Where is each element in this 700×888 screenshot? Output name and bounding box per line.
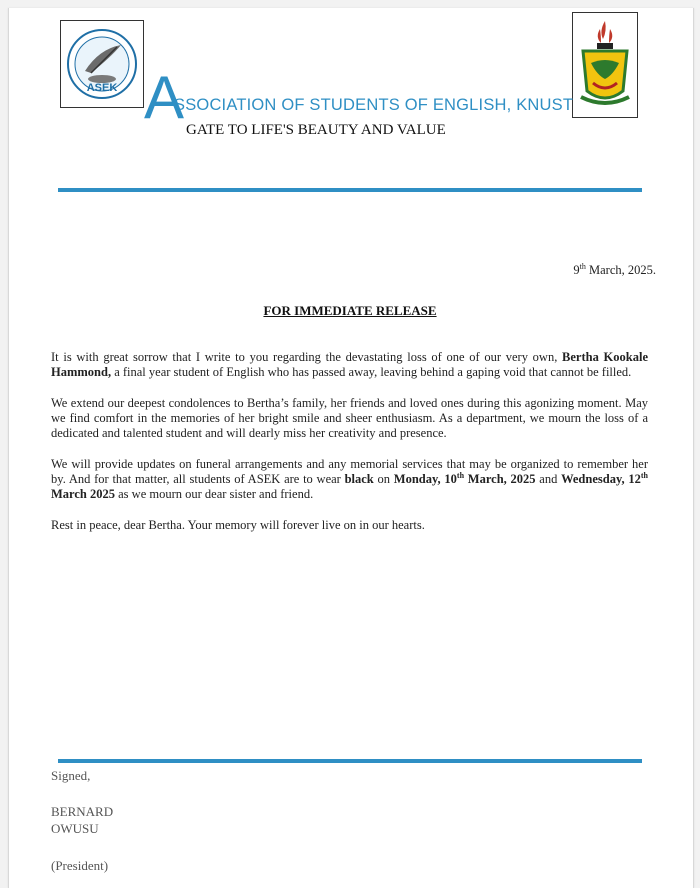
paragraph-3: We will provide updates on funeral arrangements and any memorial services that may be organized to remember her by. And for that matter, all students of ASEK are to wear black on Monday, 10th March, 2025 and Wednesday, 12th March 2025 as we mourn our dear sister and friend. bbox=[51, 457, 649, 501]
signer-first-name: BERNARD bbox=[51, 804, 114, 819]
org-initial: A bbox=[144, 64, 185, 131]
paragraph-1: It is with great sorrow that I write to you regarding the devastating loss of one of our very own, Bertha Kookale Hammond, a final year student of English who has passed away, leaving behind a gaping void that cannot be filled. bbox=[51, 350, 648, 379]
footer-divider bbox=[58, 759, 642, 763]
letter-date bbox=[573, 262, 656, 278]
header-divider bbox=[58, 188, 642, 192]
letter-body bbox=[51, 350, 648, 549]
tagline: GATE TO LIFE'S BEAUTY AND VALUE bbox=[186, 122, 446, 138]
signed-label: Signed, bbox=[51, 768, 91, 783]
svg-text:ASEK: ASEK bbox=[86, 82, 118, 94]
date-suffix: th bbox=[579, 262, 586, 271]
date-day: 9 bbox=[573, 263, 580, 278]
crest-icon bbox=[573, 13, 637, 117]
release-heading: FOR IMMEDIATE RELEASE bbox=[263, 303, 437, 318]
signer-title: (President) bbox=[51, 858, 109, 873]
knust-crest bbox=[572, 12, 638, 118]
deceased-name: Bertha Kookale Hammond, bbox=[51, 350, 648, 379]
org-name: SSOCIATION OF STUDENTS OF ENGLISH, KNUST bbox=[174, 96, 574, 114]
date-rest: March, 2025. bbox=[585, 263, 656, 278]
signer-last-name: OWUSU bbox=[51, 821, 99, 836]
asek-seal-icon bbox=[61, 21, 143, 107]
paragraph-2: We extend our deepest condolences to Bertha’s family, her friends and loved ones during this agonizing moment. May we find comfort in the memories of her bright smile and sheer enthusiasm. As a department, we mourn the loss of a dedicated and talented student and will dearly miss her creativity and presence. bbox=[51, 396, 648, 440]
asek-logo bbox=[60, 20, 144, 108]
paragraph-4: Rest in peace, dear Bertha. Your memory will forever live on in our hearts. bbox=[51, 518, 425, 532]
